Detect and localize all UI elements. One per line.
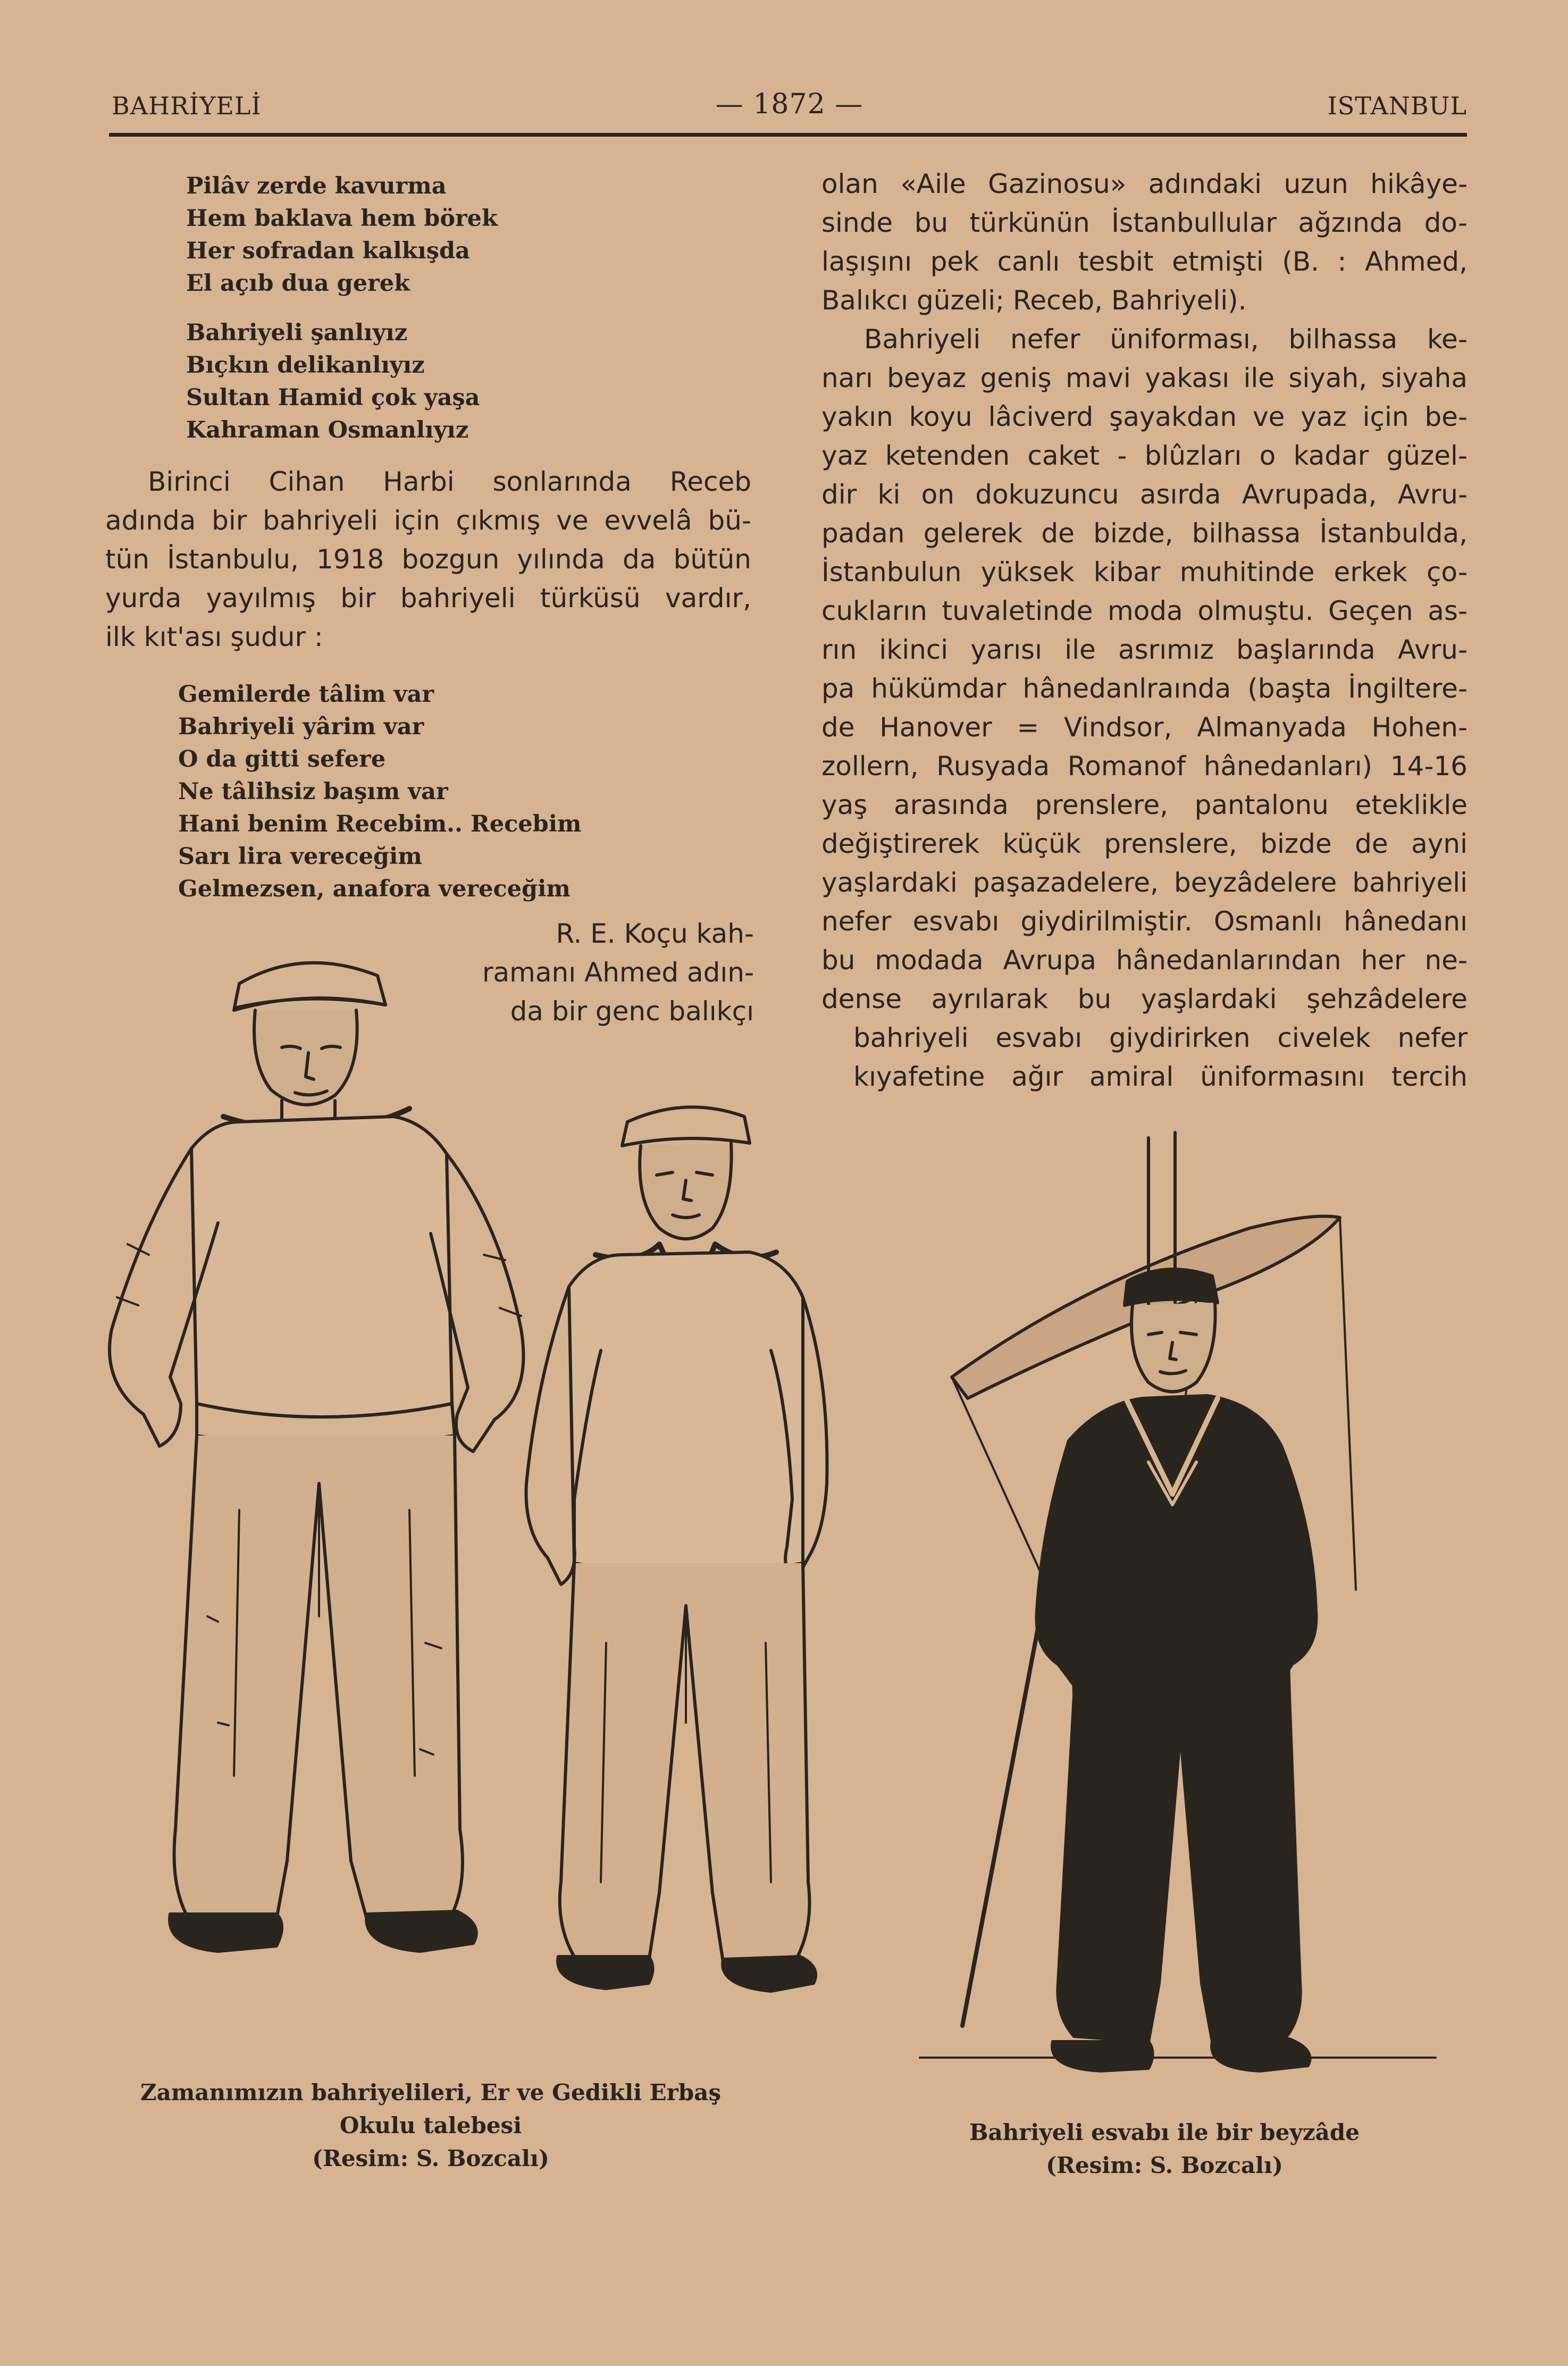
prose-line: nefer esvabı giydirilmiştir. Osmanlı hânedanı xyxy=(821,906,1468,937)
prose-line: adında bir bahriyeli için çıkmış ve evvelâ bü- xyxy=(105,505,751,536)
poem-line: Kahraman Osmanlıyız xyxy=(186,417,469,443)
beyzade-illustration xyxy=(899,1122,1457,2090)
prose-line: narı beyaz geniş mavi yakası ile siyah, siyaha xyxy=(821,363,1468,393)
page-header xyxy=(112,85,1467,133)
caption-left-line: Okulu talebesi xyxy=(339,2112,522,2138)
prose-line: yaş arasında prenslere, pantalonu eteklikle xyxy=(821,790,1468,820)
right-prose xyxy=(821,165,1468,1096)
prose-line: padan gelerek de bizde, bilhassa İstanbulda, xyxy=(821,518,1468,549)
poem-line: Gemilerde tâlim var xyxy=(178,681,434,708)
poem-line: Ne tâlihsiz başım var xyxy=(178,778,448,805)
prose-line: cukların tuvaletinde moda olmuştu. Geçen as- xyxy=(821,595,1468,626)
sailor-right-figure xyxy=(526,1107,827,1991)
prose-line: R. E. Koçu kah- xyxy=(556,918,754,949)
caption-right xyxy=(872,2116,1457,2182)
poem-line: Hem baklava hem börek xyxy=(186,205,498,232)
poem-line: Hani benim Recebim.. Recebim xyxy=(178,811,582,837)
prose-line: ramanı Ahmed adın- xyxy=(482,957,754,988)
prose-line: yurda yayılmış bir bahriyeli türküsü vardır, xyxy=(105,583,751,614)
caption-left xyxy=(80,2076,782,2175)
prose-line: dense ayrılarak bu yaşlardaki şehzâdelere xyxy=(821,984,1468,1014)
caption-left-credit: (Resim: S. Bozcalı) xyxy=(312,2145,549,2171)
prose-line: kıyafetine ağır amiral üniformasını tercih xyxy=(853,1061,1468,1092)
prose-line: değiştirerek küçük prenslere, bizde de ayni xyxy=(821,828,1468,859)
prose-line: da bir genc balıkçı xyxy=(510,996,754,1027)
poem-stanza-gap xyxy=(186,300,498,317)
prose-line: İstanbulun yüksek kibar muhitinde erkek ço- xyxy=(821,557,1468,588)
page-number: — 1872 — xyxy=(715,88,863,120)
poem-line: Bahriyeli şanlıyız xyxy=(186,320,408,346)
prose-line: de Hanover = Vindsor, Almanyada Hohen- xyxy=(821,712,1468,743)
poem-line: Her sofradan kalkışda xyxy=(186,238,470,264)
caption-right-credit: (Resim: S. Bozcalı) xyxy=(1046,2152,1283,2178)
prose-line: pa hükümdar hânedanlraında (başta İngiltere- xyxy=(821,673,1468,704)
prose-line: olan «Aile Gazinosu» adındaki uzun hikâye- xyxy=(821,169,1468,199)
poem-line: Gelmezsen, anafora vereceğim xyxy=(178,876,571,902)
prose-line: sinde bu türkünün İstanbullular ağzında do- xyxy=(821,207,1468,238)
prose-line: zollern, Rusyada Romanof hânedanları) 14-16 xyxy=(821,751,1468,782)
poem-line: Sultan Hamid çok yaşa xyxy=(186,384,480,411)
prose-line: bahriyeli esvabı giydirirken civelek nefer xyxy=(853,1022,1468,1053)
prose-line: bu modada Avrupa hânedanlarından her ne- xyxy=(821,945,1468,976)
prose-line: laşışını pek canlı tesbit etmişti (B. : Ahmed, xyxy=(821,246,1468,277)
poem-line: Sarı lira vereceğim xyxy=(178,843,422,870)
prose-line: tün İstanbulu, 1918 bozgun yılında da bütün xyxy=(105,544,751,575)
prose-line: yaşlardaki paşazadelere, beyzâdelere bahriyeli xyxy=(821,867,1468,898)
prose-line: Balıkcı güzeli; Receb, Bahriyeli). xyxy=(821,285,1247,316)
prose-line: Birinci Cihan Harbi sonlarında Receb xyxy=(148,466,751,497)
caption-right-line: Bahriyeli esvabı ile bir beyzâde xyxy=(969,2119,1360,2145)
caption-left-line: Zamanımızın bahriyelileri, Er ve Gedikli Erbaş xyxy=(140,2079,722,2105)
poem-line: Bıçkın delikanlıyız xyxy=(186,352,425,379)
poem-line: O da gitti sefere xyxy=(178,746,386,773)
header-rule xyxy=(109,133,1467,137)
header-title: BAHRİYELİ xyxy=(112,91,262,120)
prose-line: Bahriyeli nefer üniforması, bilhassa ke- xyxy=(864,324,1468,355)
left-prose xyxy=(105,463,751,657)
poem-bahriyeli xyxy=(186,170,498,447)
prose-line: yakın koyu lâciverd şayakdan ve yaz için be- xyxy=(821,401,1468,432)
poem-line: Pilâv zerde kavurma xyxy=(186,173,447,199)
prose-line: yaz ketenden caket - blûzları o kadar güzel- xyxy=(821,440,1468,471)
prose-line: ilk kıt'ası şudur : xyxy=(105,622,323,652)
poem-receb xyxy=(178,678,582,905)
prose-line: dir ki on dokuzuncu asırda Avrupada, Avru- xyxy=(821,479,1468,510)
poem-line: Bahriyeli yârim var xyxy=(178,714,424,740)
header-location: ISTANBUL xyxy=(1327,91,1467,120)
sailor-left-figure xyxy=(110,963,523,1951)
poem-line: El açıb dua gerek xyxy=(186,270,410,297)
prose-line: rın ikinci yarısı ile asrımız başlarında Avru- xyxy=(821,634,1468,665)
sailors-illustration xyxy=(80,925,835,2058)
